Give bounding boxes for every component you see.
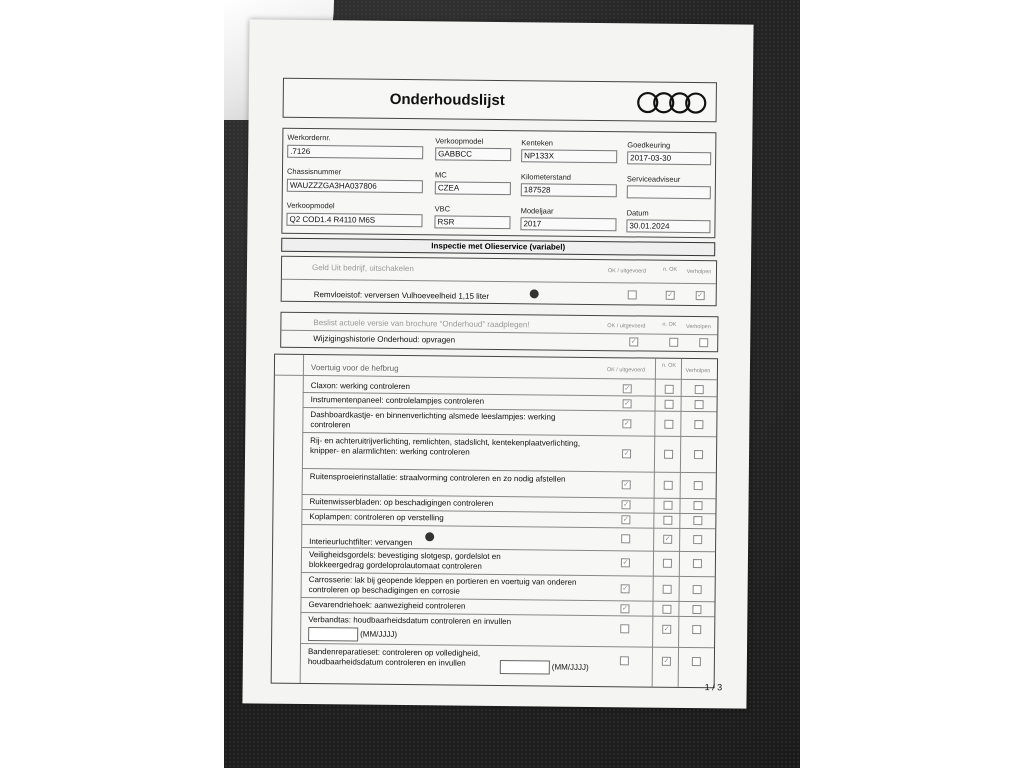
checkbox-nok[interactable] [663,559,672,568]
checkbox-nok[interactable] [663,501,672,510]
verbandtas-date-input[interactable] [308,627,358,642]
checkbox-verholpen[interactable] [693,535,702,544]
checkbox-ok[interactable]: ✓ [621,605,628,613]
checkbox-nok[interactable] [664,420,673,429]
label-vbc: VBC [434,204,451,214]
item-claxon: Claxon: werking controleren [310,381,410,392]
col-header-ok: OK / uitgevoerd [607,268,647,275]
field-werkordernr: .7126 [287,145,423,159]
item-bandenreparatieset: Bandenreparatieset: controleren op volledigheid, houdbaarheidsdatum controleren en invullen [307,647,481,668]
checkbox-ok[interactable]: ✓ [623,450,630,458]
checkbox-ok[interactable] [621,534,630,543]
field-verkoopmodel2: Q2 COD1.4 R4110 M6S [286,213,422,227]
checkbox-verholpen[interactable] [693,585,702,594]
label-modeljaar: Modeljaar [520,206,554,216]
block1-faint-text: Geld Uit bedrijf, uitschakelen [311,263,414,274]
label-verkoopmodel2: Verkoopmodel [286,200,335,211]
col-header-ok-2: OK / uitgevoerd [607,323,646,330]
checkbox-nok[interactable] [665,385,674,394]
label-werkordernr: Werkordernr. [287,132,331,143]
col-header-nok-2: n. OK [662,321,677,328]
item-instrumentenpaneel: Instrumentenpaneel: controlelampjes controleren [310,395,485,406]
checkbox-nok[interactable] [669,338,678,347]
label-goedkeuring: Goedkeuring [627,140,671,150]
checkbox-ok[interactable]: ✓ [622,585,629,593]
label-datum: Datum [626,208,649,218]
col-header-nok-3: n. OK [661,362,677,369]
checkbox-nok[interactable] [665,400,674,409]
block-remvloeistof [281,256,717,307]
checkbox-ok[interactable]: ✓ [622,559,629,567]
item-interieurluchtfilter: Interieurluchtfilter: vervangen [309,537,413,548]
block3-header: Voertuig voor de hefbrug [310,363,399,373]
section-title: Inspectie met Olieservice (variabel) [281,238,715,257]
checkbox-nok[interactable]: ✓ [663,657,670,665]
verbandtas-date-hint: (MM/JJJJ) [360,629,398,639]
item-veiligheidsgordels: Veiligheidsgordels: bevestiging slotgesp, gordelslot en blokkeergedrag gordeloprolautomaat controleren [308,550,501,571]
field-kenteken: NP133X [521,149,617,163]
checkbox-verholpen[interactable] [693,516,702,525]
field-goedkeuring: 2017-03-30 [627,151,711,165]
item-verlichting: Rij- en achteruitrijverlichting, remlichten, stadslicht, kentekenplaatverlichting, knipper- en alarmlichten: werking controleren [310,436,581,457]
col-header-nok: n. OK [662,266,678,273]
label-km: Kilometerstand [520,172,572,182]
checkbox-verholpen[interactable] [694,420,703,429]
checkbox-ok[interactable]: ✓ [630,338,637,346]
field-adviseur [627,185,711,199]
checkbox-nok[interactable] [664,481,673,490]
checkbox-ok[interactable]: ✓ [624,400,631,408]
checkbox-ok[interactable] [620,624,629,633]
maintenance-sheet [242,19,753,708]
item-carrosserie: Carrosserie: lak bij geopende kleppen en portieren en voertuig van onderen controleren op beschadigingen en corrosie [308,575,577,596]
checkbox-verholpen[interactable] [692,605,701,614]
block-brochure [280,312,718,353]
item-ruitenwisserbladen: Ruitenwisserbladen: op beschadigingen controleren [309,497,494,508]
checkbox-nok[interactable] [664,450,673,459]
field-chassis: WAUZZZGA3HA037806 [287,179,423,193]
block1-divider [282,279,716,285]
checkbox-verholpen[interactable] [692,625,701,634]
checkbox-ok[interactable]: ✓ [623,481,630,489]
checkbox-verholpen[interactable] [695,400,704,409]
marker-dot-icon [425,532,434,541]
checkbox-ok[interactable]: ✓ [624,385,631,393]
checkbox-verholpen[interactable] [694,450,703,459]
vehicle-info-box [281,128,716,239]
label-chassis: Chassisnummer [286,166,342,177]
checkbox-ok[interactable] [620,656,629,665]
checkbox-ok[interactable]: ✓ [623,420,630,428]
item-verbandtas: Verbandtas: houdbaarheidsdatum controleren en invullen [308,615,512,627]
field-mc: CZEA [435,181,511,195]
block3-header-divider [275,375,717,381]
title-box [283,78,717,123]
item-koplampen: Koplampen: controleren op verstelling [309,512,444,523]
field-vbc: RSR [434,215,510,229]
right-margin [800,0,1024,768]
checkbox-ok[interactable] [628,290,637,299]
field-modeljaar: 2017 [520,217,616,231]
item-remvloeistof: Remvloeistof: verversen Vulhoeveelheid 1,15 liter [313,290,490,301]
checkbox-nok[interactable]: ✓ [667,291,674,299]
col-header-verholpen-2: Verholpen [685,323,711,331]
checkbox-verholpen[interactable]: ✓ [697,292,704,300]
checkbox-verholpen[interactable] [699,338,708,347]
item-ruitensproeier: Ruitensproeierinstallatie: straalvorming controleren en zo nodig afstellen [309,472,566,484]
block2-header: Beslist actuele versie van brochure “Onderhoud” raadplegen! [313,318,530,330]
block-hefbrug [271,354,718,689]
field-datum: 30.01.2024 [626,219,710,233]
label-mc: MC [434,170,447,180]
col-header-ok-3: OK / uitgevoerd [606,367,646,374]
marker-dot-icon [530,289,539,298]
checkbox-nok[interactable]: ✓ [663,625,670,633]
checkbox-verholpen[interactable] [693,501,702,510]
checkbox-nok[interactable] [662,605,671,614]
checkbox-ok[interactable]: ✓ [623,501,630,509]
audi-logo [636,90,710,115]
bandenreparatieset-date-hint: (MM/JJJJ) [551,662,589,672]
checkbox-nok[interactable]: ✓ [664,535,671,543]
col-header-verholpen: Verholpen [686,268,712,276]
field-km: 187528 [521,183,617,197]
checkbox-verholpen[interactable] [695,385,704,394]
checkbox-ok[interactable]: ✓ [622,516,629,524]
checkbox-verholpen[interactable] [693,559,702,568]
left-margin [0,0,224,768]
label-kenteken: Kenteken [521,138,554,148]
checkbox-verholpen[interactable] [694,481,703,490]
col-header-verholpen-3: Verholpen [685,367,711,375]
field-verkoopmodel: GABBCC [435,147,511,161]
bandenreparatieset-date-input[interactable] [500,660,550,675]
label-verkoopmodel: Verkoopmodel [435,136,484,146]
checkbox-nok[interactable] [663,516,672,525]
item-gevarendriehoek: Gevarendriehoek: aanwezigheid controleren [308,600,466,611]
page-number: 1 / 3 [704,682,723,693]
checkbox-verholpen[interactable] [692,657,701,666]
col-divider-3 [678,359,682,687]
item-dashboardkastje: Dashboardkastje- en binnenverlichting alsmede leeslampjes: werking controleren [310,410,556,430]
item-wijzigingshistorie: Wijzigingshistorie Onderhoud: opvragen [313,334,456,345]
checkbox-nok[interactable] [663,585,672,594]
col-divider-1 [300,355,304,683]
label-adviseur: Serviceadviseur [626,174,681,184]
page-title: Onderhoudslijst [389,90,505,110]
col-divider-2 [652,359,656,687]
